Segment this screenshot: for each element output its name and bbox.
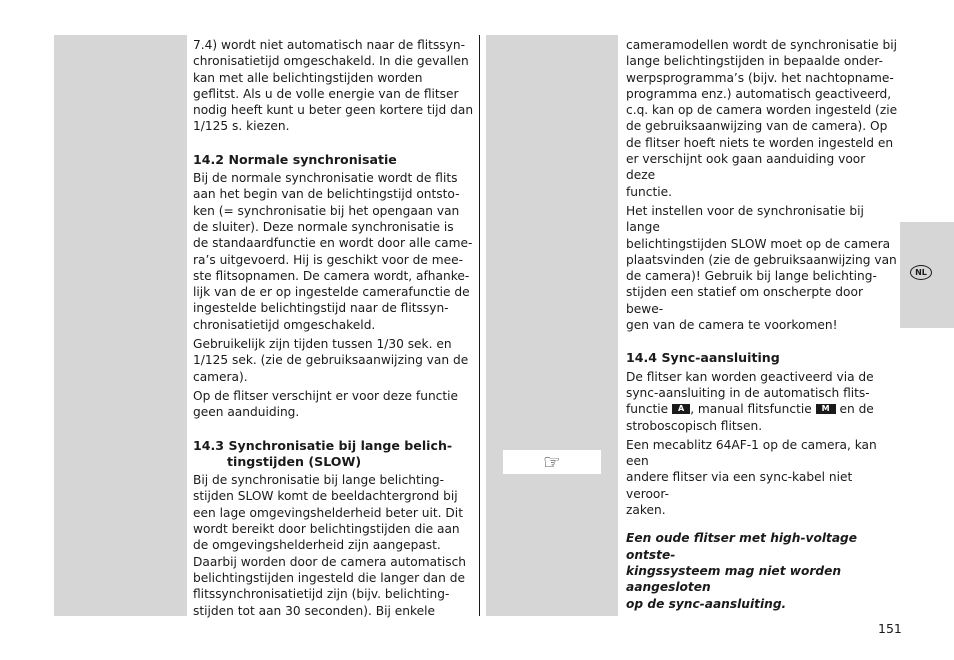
paragraph-14-4-1-c: en de stroboscopisch flitsen.	[626, 402, 874, 433]
paragraph-14-4-1-b: , manual flitsfunctie	[690, 402, 816, 417]
manual-mode-badge: M	[816, 404, 836, 414]
paragraph-14-2-2: Gebruikelijk zijn tijden tussen 1/30 sek. en 1/125 sek. (zie de gebruiksaanwijzing van de camera).	[193, 337, 469, 384]
paragraph-14-4-1	[626, 369, 898, 434]
paragraph-14-2-3: Op de flitser verschijnt er voor deze functie geen aanduiding.	[193, 388, 459, 420]
language-tab	[900, 222, 954, 328]
auto-mode-badge: A	[672, 404, 690, 414]
intro-paragraph: 7.4) wordt niet automatisch naar de flitssyn- chronisatietijd omgeschakeld. In die gevallen kan met alle belichtingstijden worden geflitst. Als u de volle energie van de flitser nodig heeft kunt u beter geen kortere tijd dan 1/125 s. kiezen.	[193, 38, 474, 134]
left-text-column	[193, 37, 475, 622]
center-margin-band	[486, 35, 618, 616]
heading-14-4: 14.4 Sync-aansluiting	[626, 350, 780, 366]
language-code: NL	[910, 265, 932, 280]
paragraph-14-2-1: Bij de normale synchronisatie wordt de flits aan het begin van de belichtingstijd ontsto- ken (= synchronisatie bij het opengaan van de sluiter). Deze normale synchronisatie is de standaardfunctie en wordt door alle came- ra’s uitgevoerd. Hij is geschikt voor de mee- ste flitsopnamen. De camera wordt, afhanke- lijk van de er op ingestelde camerafunctie de ingestelde belichtingstijd naar de flitssyn- chronisatietijd omgeschakeld.	[193, 171, 473, 332]
heading-14-2: 14.2 Normale synchronisatie	[193, 151, 397, 167]
heading-14-3: 14.3 Synchronisatie bij lange belich- tingstijden (SLOW)	[193, 437, 453, 469]
right-text-column	[626, 37, 898, 615]
pointing-hand-icon: ☞	[503, 450, 601, 474]
page-number: 151	[878, 621, 902, 636]
paragraph-14-3-1: Bij de synchronisatie bij lange belichting- stijden SLOW komt de beeldachtergrond bij een lage omgevingshelderheid beter uit. Dit wordt bereikt door belichtingstijden die aan de omgevingshelderheid zijn aangepast. Daarbij worden door de camera automatisch belichtingstijden ingesteld die langer dan de flitssynchronisatietijd zijn (bijv. belichting- stijden tot aan 30 seconden). Bij enkele	[193, 473, 467, 618]
paragraph-14-3-3: Het instellen voor de synchronisatie bij lange belichtingstijden SLOW moet op de camera plaatsvinden (zie de gebruiksaanwijzing van de camera)! Gebruik bij lange belichting- stijden een statief om onscherpte door bewe- gen van de camera te voorkomen!	[626, 203, 897, 333]
paragraph-14-4-1-a: De flitser kan worden geactiveerd via de sync-aansluiting in de automatisch flits- functie	[626, 369, 874, 417]
paragraph-14-3-2: cameramodellen wordt de synchronisatie bij lange belichtingstijden in bepaalde onder- werpsprogramma’s (bijv. het nachtopname- programma enz.) automatisch geactiveerd, c.q. kan op de camera worden ingesteld (zie de gebruiksaanwijzing van de camera). Op de flitser hoeft niets te worden ingesteld en er verschijnt ook gaan aanduiding voor deze functie.	[626, 38, 898, 199]
left-margin-band	[54, 35, 187, 616]
warning-note: Een oude flitser met high-voltage ontste- kingssysteem mag niet worden aangesloten op de sync-aansluiting.	[626, 531, 858, 611]
paragraph-14-4-2: Een mecablitz 64AF-1 op de camera, kan een andere flitser via een sync-kabel niet veroor- zaken.	[626, 437, 877, 518]
column-divider	[479, 35, 480, 616]
